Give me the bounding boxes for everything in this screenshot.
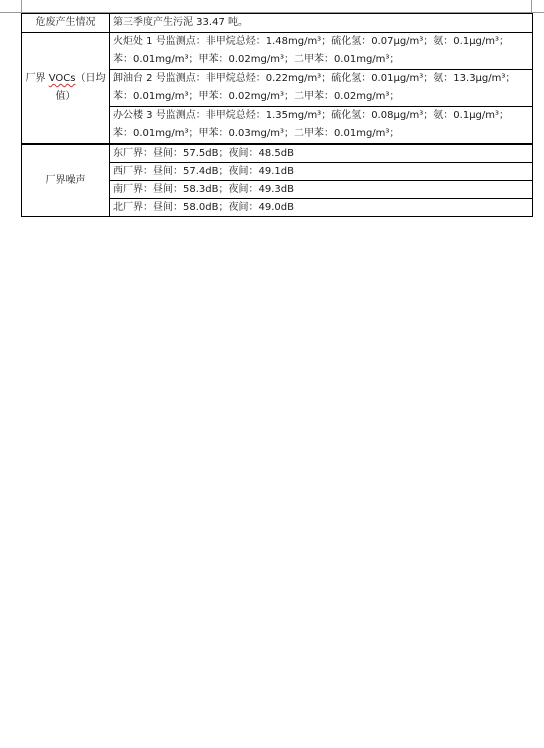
- voc-label-suffix: （日均值）: [55, 73, 106, 102]
- voc-label-prefix: 厂界: [25, 73, 49, 84]
- noise-north: 北厂界：昼间：58.0dB；夜间：49.0dB: [110, 199, 533, 217]
- page-top-tick-left: [21, 0, 22, 12]
- voc-row-1: [22, 33, 533, 70]
- noise-east: 东厂界：昼间：57.5dB；夜间：48.5dB: [110, 144, 533, 163]
- noise-row-1: [22, 144, 533, 163]
- page-top-border: [0, 0, 544, 13]
- noise-south: 南厂界：昼间：58.3dB；夜间：49.3dB: [110, 181, 533, 199]
- voc-monitor-3: 办公楼 3 号监测点：非甲烷总烃：1.35mg/m³；硫化氢：0.08μg/m³；氨：0.1μg/m³；苯：0.01mg/m³；甲苯：0.03mg/m³；二甲苯：0.01mg/m³；: [110, 107, 533, 145]
- hazardous-waste-value: 第三季度产生污泥 33.47 吨。: [110, 14, 533, 33]
- noise-west: 西厂界：昼间：57.4dB；夜间：49.1dB: [110, 163, 533, 181]
- hazardous-waste-row: [22, 14, 533, 33]
- voc-monitor-2: 卸油台 2 号监测点：非甲烷总烃：0.22mg/m³；硫化氢：0.01μg/m³；氨：13.3μg/m³；苯：0.01mg/m³；甲苯：0.02mg/m³；二甲苯：0.02mg/m³；: [110, 70, 533, 107]
- voc-monitor-1: 火炬处 1 号监测点：非甲烷总烃：1.48mg/m³；硫化氢：0.07μg/m³；氨：0.1μg/m³；苯：0.01mg/m³；甲苯：0.02mg/m³；二甲苯：0.01mg/m³；: [110, 33, 533, 70]
- voc-label: [22, 33, 110, 145]
- voc-label-voc: VOCs: [48, 73, 76, 84]
- page-top-tick-right: [531, 0, 532, 12]
- noise-label: 厂界噪声: [22, 144, 110, 217]
- hazardous-waste-label: 危废产生情况: [22, 14, 110, 33]
- environmental-report-table: [21, 13, 533, 217]
